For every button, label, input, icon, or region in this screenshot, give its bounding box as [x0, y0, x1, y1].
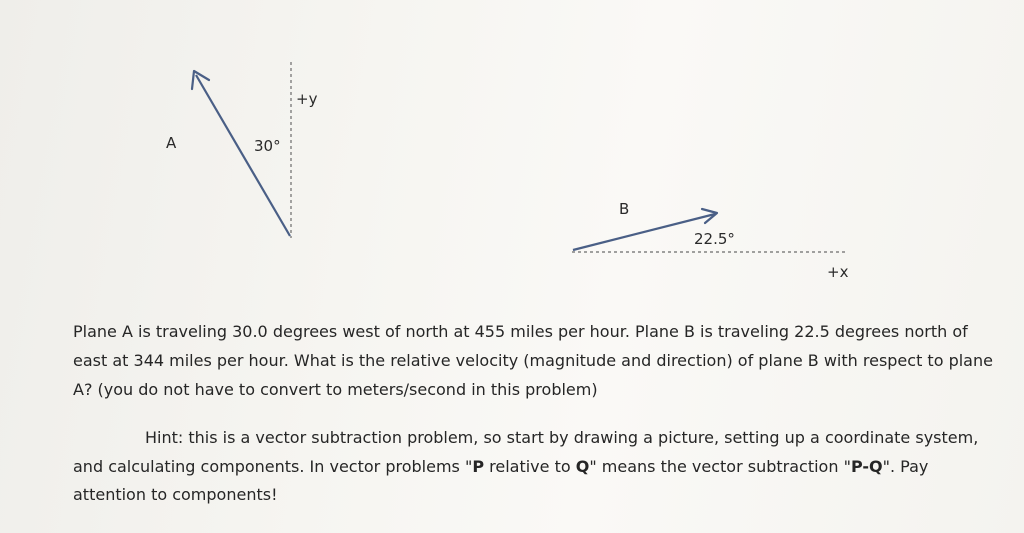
hint-q-bold: Q — [575, 456, 590, 476]
hint-paragraph — [73, 424, 993, 510]
hint-text-2: relative to — [484, 456, 576, 476]
label-plane-b: B — [619, 200, 630, 218]
hint-text-3: " means the vector subtraction " — [589, 456, 851, 476]
vector-a-line — [196, 75, 290, 236]
hint-text-4: ". Pay attention to components! — [73, 456, 929, 504]
label-angle-b: 22.5° — [694, 230, 735, 248]
vector-a-arrowhead — [192, 71, 209, 89]
label-y-axis: +y — [296, 90, 318, 108]
label-angle-a: 30° — [254, 137, 281, 155]
hint-pq-bold: P-Q — [850, 456, 883, 476]
problem-statement: Plane A is traveling 30.0 degrees west of north at 455 miles per hour. Plane B is traveling 22.5 degrees north of east at 344 miles per hour. What is the relative velocity (magnitude and direction) of plane B with respect to plane A? (you do not have to convert to meters/second in this problem) — [73, 322, 993, 399]
hint-p-bold: P — [472, 456, 485, 476]
label-plane-a: A — [166, 134, 177, 152]
label-x-axis: +x — [827, 263, 849, 281]
hint-text-1: Hint: this is a vector subtraction problem, so start by drawing a picture, setting up a coordinate system, and calculating components. In vector problems " — [73, 428, 979, 476]
